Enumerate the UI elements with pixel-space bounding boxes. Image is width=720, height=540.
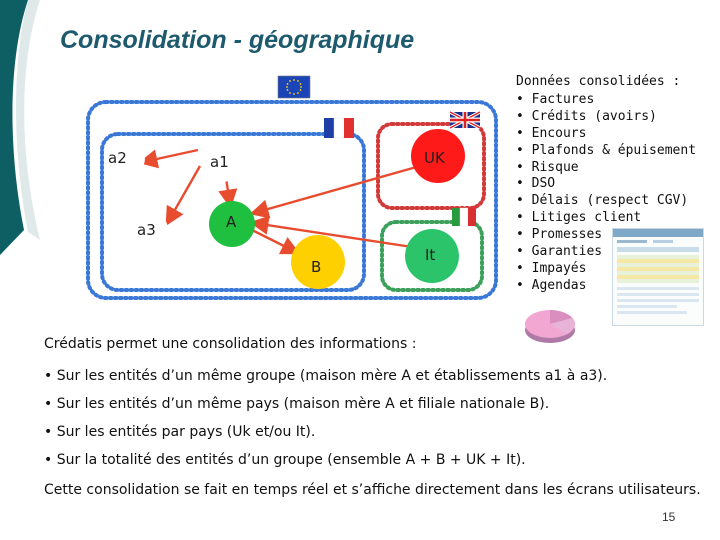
italy-flag-icon: [452, 208, 476, 226]
conclusion-text: Cette consolidation se fait en temps réel et s’affiche directement dans les écrans utilisateurs.: [44, 482, 701, 498]
node-It-label: It: [425, 246, 436, 264]
arrow-a1-to-a3: [168, 166, 200, 222]
list-item: • Délais (respect CGV): [516, 193, 689, 209]
pie-chart-icon: [522, 298, 578, 348]
arrow-a1-to-A: [226, 178, 230, 204]
list-item: • Agendas: [516, 277, 587, 293]
intro-text: Crédatis permet une consolidation des informations :: [44, 336, 417, 352]
list-item: • Factures: [516, 91, 595, 107]
node-a1: [202, 142, 242, 182]
uk-flag-icon: [450, 112, 480, 128]
node-UK-label: UK: [424, 149, 445, 167]
app-screenshot-thumbnail: [612, 228, 704, 326]
node-It: [405, 229, 459, 283]
node-B-label: B: [311, 258, 322, 276]
node-a1-label: a1: [210, 153, 229, 171]
node-a3-label: a3: [137, 221, 156, 239]
node-a2-label: a2: [108, 149, 127, 167]
slide-title: Consolidation - géographique: [60, 26, 415, 54]
list-item: • Impayés: [516, 260, 587, 276]
list-item: • Crédits (avoirs): [516, 108, 657, 124]
list-item: • Litiges client: [516, 210, 642, 226]
list-item: • Plafonds & épuisement: [516, 142, 697, 158]
list-item: • DSO: [516, 176, 556, 192]
node-a3: [128, 210, 168, 250]
node-A-label: A: [226, 213, 237, 231]
bullet-item: • Sur les entités par pays (Uk et/ou It).: [44, 424, 316, 440]
arrow-UK-to-A: [254, 166, 420, 213]
list-item: • Encours: [516, 125, 587, 141]
node-UK: [411, 129, 465, 183]
bullet-item: • Sur les entités d’un même pays (maison mère A et filiale nationale B).: [44, 396, 550, 412]
node-B: [291, 235, 345, 289]
france-flag-icon: [324, 118, 354, 138]
arrow-a1-to-a2: [143, 150, 198, 162]
page-number: 15: [662, 510, 676, 524]
consolidated-data-heading: Données consolidées :: [516, 74, 681, 89]
node-a2: [105, 138, 145, 178]
eu-flag-icon: [278, 76, 310, 98]
list-item: • Promesses: [516, 227, 603, 243]
list-item: • Risque: [516, 159, 579, 175]
bullet-item: • Sur la totalité des entités d’un groupe (ensemble A + B + UK + It).: [44, 452, 526, 468]
geographic-diagram: [0, 0, 510, 310]
node-A: [209, 201, 255, 247]
list-item: • Garanties: [516, 244, 603, 260]
bullet-item: • Sur les entités d’un même groupe (maison mère A et établissements a1 à a3).: [44, 368, 608, 384]
